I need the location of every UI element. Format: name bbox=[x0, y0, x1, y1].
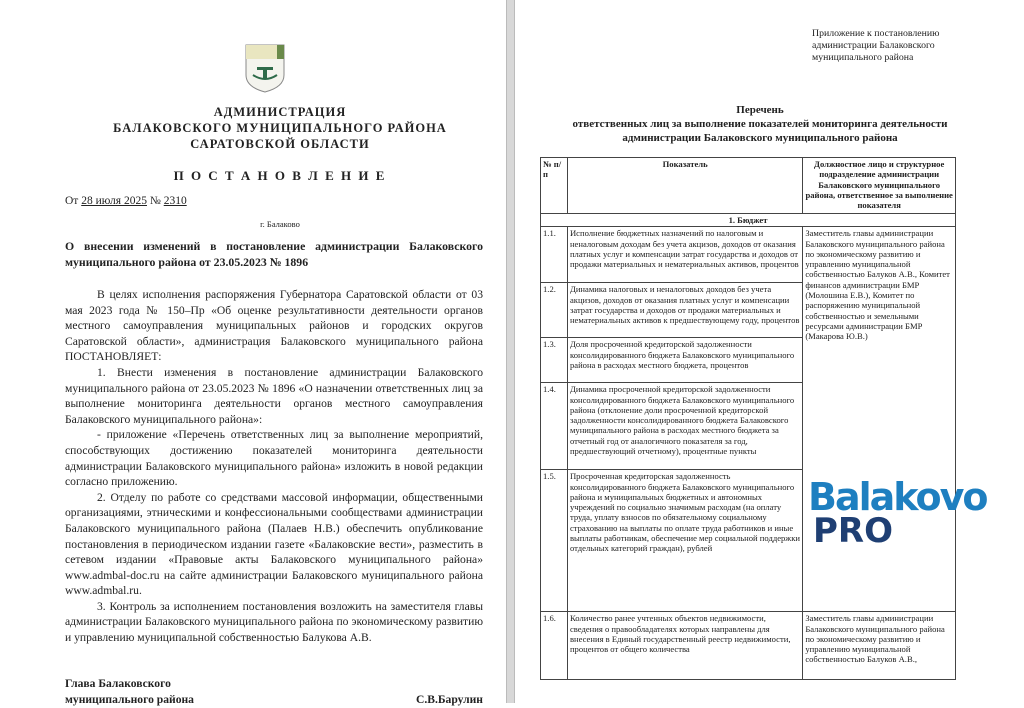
row-number: 1.6. bbox=[541, 612, 568, 680]
paragraph: - приложение «Перечень ответственных лиц за выполнение мероприятий, способствующих достижению показателей мониторинга деятельности администрации Балаковского муниципального района» изложить в новой редакции согласно приложению. bbox=[65, 428, 483, 489]
document-body bbox=[65, 287, 483, 708]
watermark-logo bbox=[808, 475, 987, 551]
row-indicator: Количество ранее учтенных объектов недвижимости, сведения о правообладателях которых направлены для внесения в Единый государственный реестр недвижимости, процентов от общего количества bbox=[567, 612, 802, 680]
table-header-row bbox=[541, 158, 956, 214]
paragraph: В целях исполнения распоряжения Губернатора Саратовской области от 03 мая 2023 года № 150–Пр «Об оценке результативности деятельности органов местного самоуправления муниципальных районов и городских округов Саратовской области», администрация Балаковского муниципального района ПОСТАНОВЛЯЕТ: bbox=[65, 288, 483, 364]
heading-line: администрации Балаковского муниципального района bbox=[622, 132, 898, 144]
header-number: № п/п bbox=[541, 158, 568, 214]
row-number: 1.5. bbox=[541, 470, 568, 612]
row-number: 1.3. bbox=[541, 338, 568, 383]
note-line: Приложение к постановлению bbox=[812, 28, 940, 39]
signature-line: Глава Балаковского bbox=[65, 676, 171, 690]
row-responsible: Заместитель главы администрации Балаковского муниципального района по экономическому развитию и управлению муниципальной собственностью Балуков А.В., bbox=[803, 612, 956, 680]
org-line: БАЛАКОВСКОГО МУНИЦИПАЛЬНОГО РАЙОНА bbox=[113, 121, 447, 135]
table-heading bbox=[530, 103, 990, 145]
left-page bbox=[0, 0, 506, 706]
document-date: 28 июля 2025 bbox=[81, 195, 147, 207]
section-title: 1. Бюджет bbox=[541, 214, 956, 227]
note-line: муниципального района bbox=[812, 52, 914, 63]
organization-name bbox=[60, 104, 500, 152]
header-responsible: Должностное лицо и структурное подразделение администрации Балаковского муниципального района, ответственное за выполнение показателя bbox=[803, 158, 956, 214]
appendix-note bbox=[812, 28, 939, 64]
header-indicator: Показатель bbox=[567, 158, 802, 214]
paragraph: 2. Отделу по работе со средствами массовой информации, общественными организациями, этническими и конфессиональными сообществами администрации Балаковского муниципального района (Палаев Н.В.) обеспечить опубликование постановления в периодическом издании газете «Балаковские вести», разместить в сетевом издании «Правовые акты Балаковского муниципального района» www.admbal-doc.ru на сайте администрации Балаковского муниципального района www.admbal.ru. bbox=[65, 490, 483, 598]
document-title: О внесении изменений в постановление администрации Балаковского муниципального района от 23.05.2023 № 1896 bbox=[65, 239, 483, 269]
coat-of-arms-icon bbox=[244, 43, 286, 93]
row-number: 1.1. bbox=[541, 227, 568, 283]
responsibility-table bbox=[540, 157, 956, 680]
table-row bbox=[541, 612, 956, 680]
row-indicator: Исполнение бюджетных назначений по налоговым и неналоговым доходам без учета акцизов, доходов от оказания платных услуг и компенсации затрат государства и доходов от продажи материальных и нематериальных активов, процентов bbox=[567, 227, 802, 283]
row-number: 1.4. bbox=[541, 383, 568, 470]
row-number: 1.2. bbox=[541, 283, 568, 338]
document-type: П О С Т А Н О В Л Е Н И Е bbox=[173, 168, 387, 183]
heading-line: Перечень bbox=[736, 104, 784, 116]
document-number: 2310 bbox=[163, 195, 187, 207]
row-indicator: Доля просроченной кредиторской задолженности консолидированного бюджета Балаковского муниципального района в расходах местного бюджета, процентов bbox=[567, 338, 802, 383]
signature-name: С.В.Барулин bbox=[415, 692, 483, 706]
number-prefix: № bbox=[149, 195, 161, 207]
right-page bbox=[515, 0, 1024, 703]
paragraph: 3. Контроль за исполнением постановления возложить на заместителя главы администрации Балаковского муниципального района по экономическому развитию и управлению муниципальной собственностью Балукова А.В. bbox=[65, 599, 483, 645]
table-row bbox=[541, 227, 956, 283]
note-line: администрации Балаковского bbox=[812, 40, 935, 51]
watermark-line: PRO bbox=[813, 511, 894, 551]
section-row bbox=[541, 214, 956, 227]
page-gutter bbox=[506, 0, 515, 703]
row-indicator: Просроченная кредиторская задолженность консолидированного бюджета Балаковского муниципального района и муниципальных бюджетных и автономных учреждений по социально значимым расходам (на оплату труда, уплату взносов по обязательному социальному страхованию на выплаты по оплате труда работников и иные выплаты работникам, обеспечение мер социальной поддержки отдельных категорий граждан), рублей bbox=[567, 470, 802, 612]
heading-line: ответственных лиц за выполнение показателей мониторинга деятельности bbox=[572, 118, 948, 130]
city: г. Балаково bbox=[260, 219, 300, 229]
signature-line: муниципального района bbox=[65, 692, 194, 706]
org-line: САРАТОВСКОЙ ОБЛАСТИ bbox=[190, 137, 370, 151]
row-indicator: Динамика просроченной кредиторской задолженности консолидированного бюджета Балаковского муниципального района (отклонение доли просроченной кредиторской задолженности консолидированного бюджета Балаковского муниципального района в расходах местного бюджета за отчетный год от аналогичного показателя за год, предшествующий отчетному), процентные пункты bbox=[567, 383, 802, 470]
document-date-number bbox=[65, 195, 187, 207]
row-indicator: Динамика налоговых и неналоговых доходов без учета акцизов, доходов от оказания платных услуг и компенсации затрат государства и доходов от продажи материальных и нематериальных активов к предшествующему году, процентов bbox=[567, 283, 802, 338]
watermark-line: Balakovo bbox=[808, 475, 987, 519]
row-responsible: Заместитель главы администрации Балаковского муниципального района по экономическому развитию и управлению муниципальной собственностью Балуков А.В., Комитет финансов администрации БМР (Молошина Е.В.), Комитет по распоряжению муниципальной собственностью и земельными ресурсами администрации БМР (Макарова Ю.В.) bbox=[803, 227, 956, 612]
paragraph: 1. Внести изменения в постановление администрации Балаковского муниципального района от 23.05.2023 № 1896 «О назначении ответственных лиц за выполнение мониторинга деятельности органов местного самоуправления Балаковского муниципального района»: bbox=[65, 365, 483, 426]
date-prefix: От bbox=[65, 195, 79, 207]
org-line: АДМИНИСТРАЦИЯ bbox=[213, 105, 347, 119]
